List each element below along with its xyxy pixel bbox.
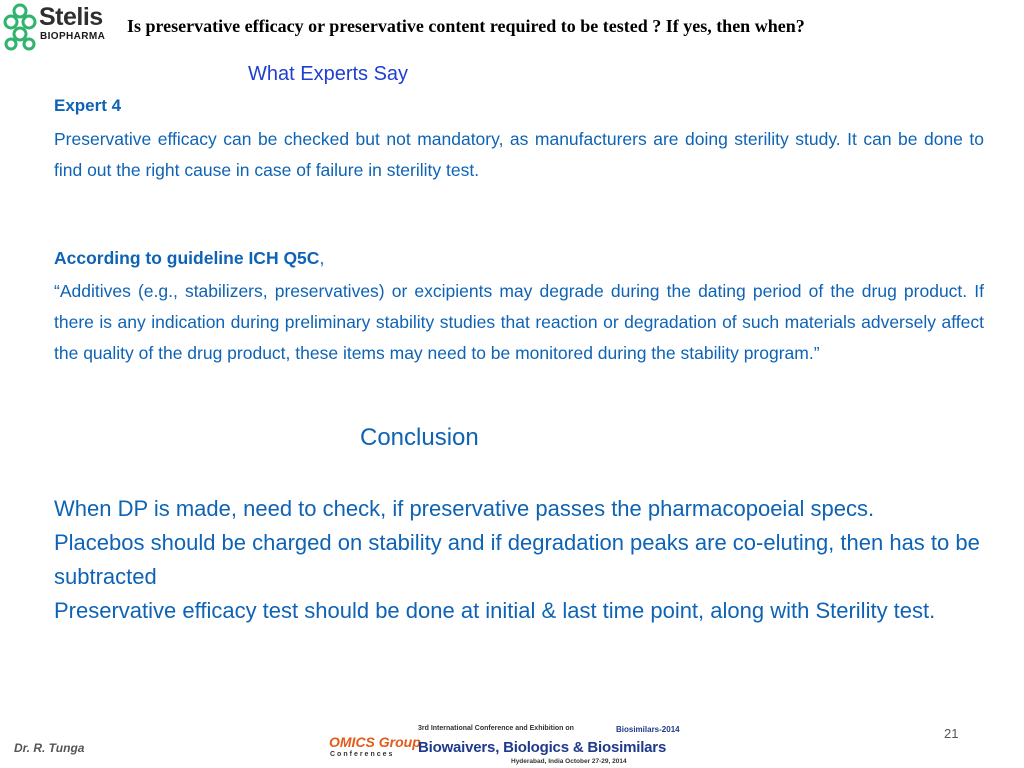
slide-number: 21 <box>944 726 959 741</box>
banner-main-title: Biowaivers, Biologics & Biosimilars <box>418 739 667 756</box>
logo-name: Stelis <box>39 3 103 31</box>
guideline-heading: According to guideline ICH Q5C <box>54 248 320 268</box>
conclusion-item: Preservative efficacy test should be done at initial & last time point, along with Sterility test. <box>54 598 936 623</box>
expert-heading: Expert 4 <box>54 96 122 115</box>
stelis-logo <box>2 2 114 54</box>
conclusion-item: When DP is made, need to check, if preservative passes the pharmacopoeial specs. <box>54 496 875 521</box>
logo-subtitle: BIOPHARMA <box>40 31 106 42</box>
banner-organizer: OMICS Group <box>329 734 421 750</box>
guideline-line <box>54 248 324 269</box>
banner-tagline: 3rd International Conference and Exhibition on <box>418 725 574 732</box>
conclusion-list <box>54 492 994 628</box>
banner-date-place: Hyderabad, India October 27-29, 2014 <box>511 758 627 765</box>
conference-banner <box>326 723 714 768</box>
expert-paragraph: Preservative efficacy can be checked but not mandatory, as manufacturers are doing sterility study. It can be done to find out the right cause in case of failure in sterility test. <box>54 129 984 180</box>
banner-year-tag: Biosimilars-2014 <box>616 725 680 734</box>
guideline-suffix: , <box>319 248 325 268</box>
conclusion-item: Placebos should be charged on stability and if degradation peaks are co-eluting, then has to be subtracted <box>54 530 980 589</box>
section-title: What Experts Say <box>248 63 409 85</box>
stelis-emblem-icon <box>2 2 38 52</box>
conclusion-heading: Conclusion <box>360 424 479 451</box>
author-name: Dr. R. Tunga <box>14 741 85 755</box>
banner-organizer-sub: Conferences <box>330 751 395 758</box>
guideline-quote: “Additives (e.g., stabilizers, preservatives) or excipients may degrade during the dating period of the drug product. If there is any indication during preliminary stability studies that reaction or degradation of such materials adversely affect the quality of the drug product, these items may need to be monitored during the stability program.” <box>54 281 984 363</box>
slide-header-title: Is preservative efficacy or preservative content required to be tested ? If yes, then when? <box>127 16 805 36</box>
